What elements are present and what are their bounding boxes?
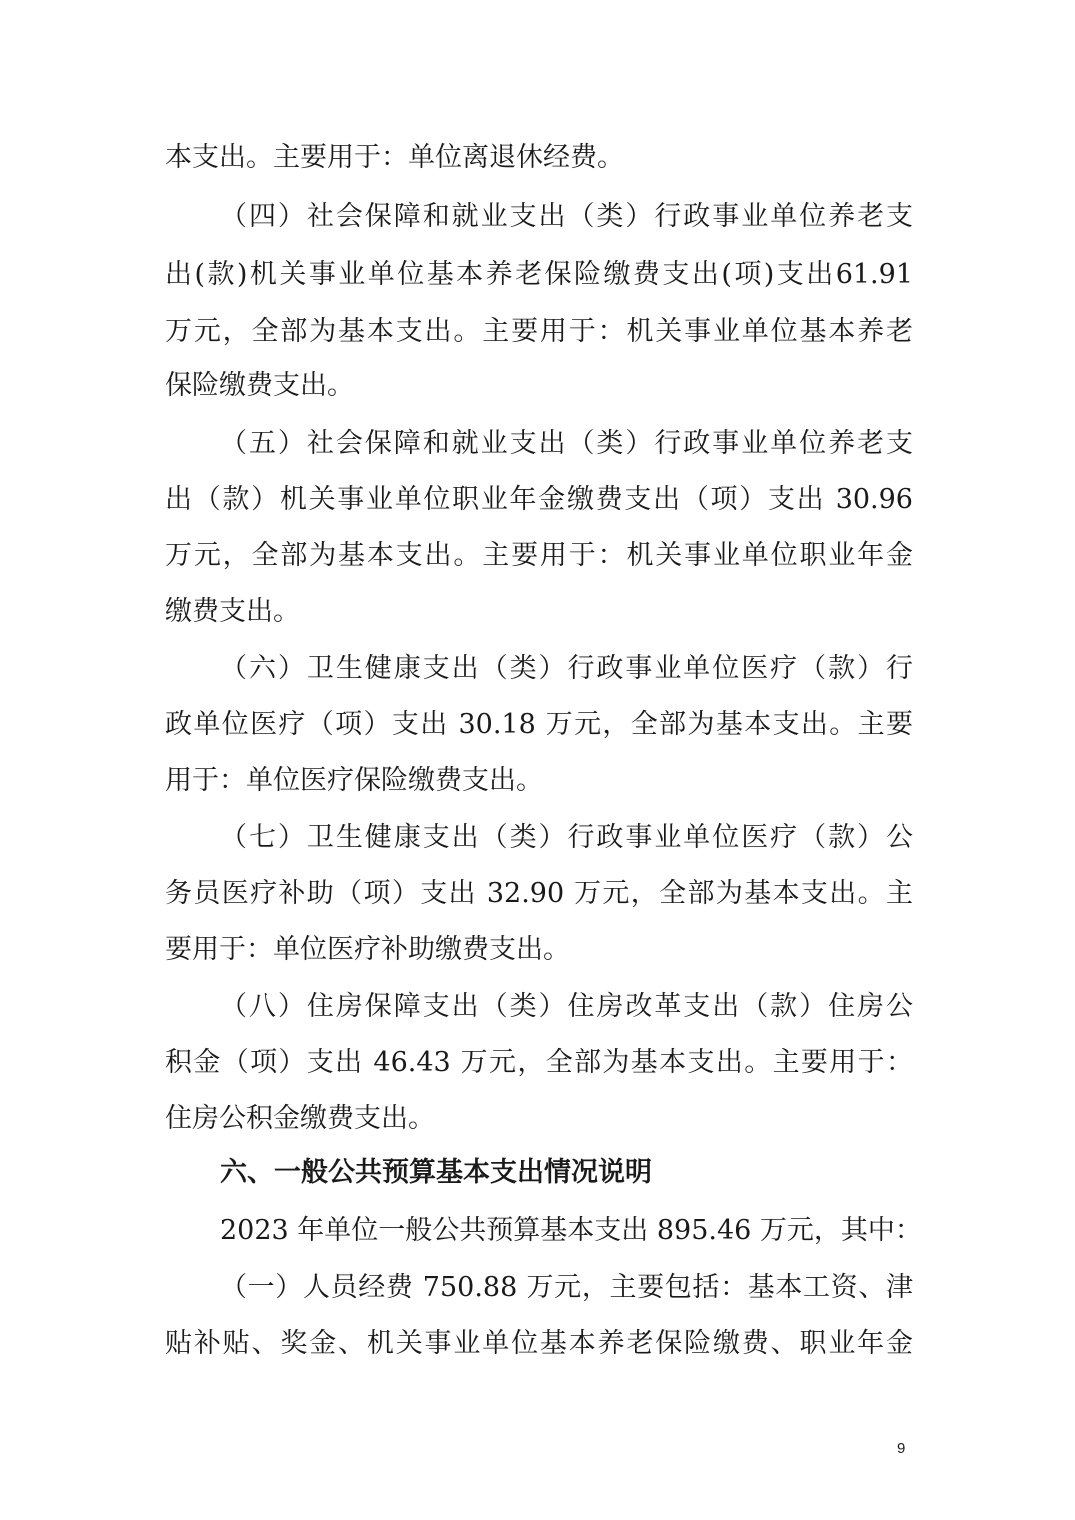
paragraph-line: （四）社会保障和就业支出（类）行政事业单位养老支	[220, 201, 913, 232]
paragraph-line: 缴费支出。	[165, 596, 300, 627]
section-heading: 六、一般公共预算基本支出情况说明	[220, 1157, 652, 1188]
paragraph-line: （七）卫生健康支出（类）行政事业单位医疗（款）公	[220, 822, 913, 853]
paragraph-line: 要用于：单位医疗补助缴费支出。	[165, 934, 570, 965]
paragraph-line: 本支出。主要用于：单位离退休经费。	[165, 142, 624, 173]
paragraph-line: 住房公积金缴费支出。	[165, 1103, 435, 1134]
paragraph-line: 积金（项）支出 46.43 万元，全部为基本支出。主要用于：	[165, 1047, 913, 1078]
paragraph-line: 出（款）机关事业单位职业年金缴费支出（项）支出 30.96	[165, 484, 913, 515]
page-number: 9	[897, 1440, 906, 1457]
paragraph-line: （六）卫生健康支出（类）行政事业单位医疗（款）行	[220, 653, 913, 684]
paragraph-line: 万元，全部为基本支出。主要用于：机关事业单位基本养老	[165, 316, 913, 347]
paragraph-line: （八）住房保障支出（类）住房改革支出（款）住房公	[220, 991, 913, 1022]
paragraph-line: 政单位医疗（项）支出 30.18 万元，全部为基本支出。主要	[165, 709, 913, 740]
paragraph-line: 用于：单位医疗保险缴费支出。	[165, 765, 543, 796]
paragraph-line: 贴补贴、奖金、机关事业单位基本养老保险缴费、职业年金	[165, 1328, 913, 1359]
paragraph-line: （一）人员经费 750.88 万元，主要包括：基本工资、津	[220, 1272, 913, 1303]
paragraph-line: （五）社会保障和就业支出（类）行政事业单位养老支	[220, 428, 913, 459]
paragraph-line: 务员医疗补助（项）支出 32.90 万元，全部为基本支出。主	[165, 878, 913, 909]
paragraph-line: 出(款)机关事业单位基本养老保险缴费支出(项)支出61.91	[165, 259, 913, 290]
paragraph-line: 保险缴费支出。	[165, 370, 354, 401]
paragraph-line: 万元，全部为基本支出。主要用于：机关事业单位职业年金	[165, 540, 913, 571]
paragraph-line: 2023 年单位一般公共预算基本支出 895.46 万元，其中：	[220, 1215, 922, 1246]
